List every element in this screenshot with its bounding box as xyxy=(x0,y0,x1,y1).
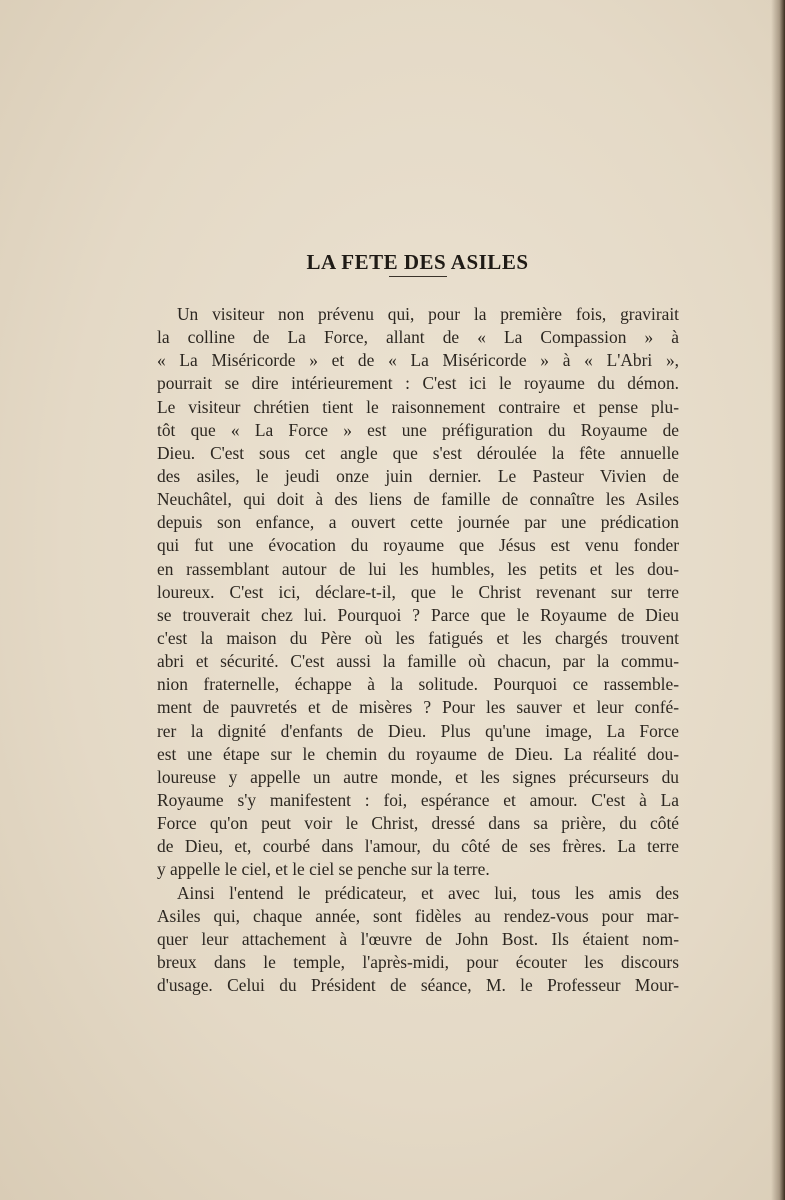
body-line: Neuchâtel, qui doit à des liens de famille de connaître les Asiles xyxy=(157,489,679,510)
body-line: loureux. C'est ici, déclare-t-il, que le Christ revenant sur terre xyxy=(157,581,679,602)
body-line: d'usage. Celui du Président de séance, M. le Professeur Mour- xyxy=(157,975,679,996)
body-line: qui fut une évocation du royaume que Jésus est venu fonder xyxy=(157,535,679,556)
page-edge xyxy=(771,0,785,1200)
body-line: c'est la maison du Père où les fatigués et les chargés trouvent xyxy=(157,627,679,648)
body-line: en rassemblant autour de lui les humbles, les petits et les dou- xyxy=(157,558,679,579)
body-line: la colline de La Force, allant de « La Compassion » à xyxy=(157,327,679,348)
body-line: loureuse y appelle un autre monde, et les signes précurseurs du xyxy=(157,766,679,787)
body-line: breux dans le temple, l'après-midi, pour écouter les discours xyxy=(157,951,679,972)
body-line: « La Miséricorde » et de « La Miséricorde » à « L'Abri », xyxy=(157,350,679,371)
body-line: depuis son enfance, a ouvert cette journée par une prédication xyxy=(157,512,679,533)
body-line: abri et sécurité. C'est aussi la famille où chacun, par la commu- xyxy=(157,651,679,672)
body-line: ment de pauvretés et de misères ? Pour les sauver et leur confé- xyxy=(157,697,679,718)
body-line: Force qu'on peut voir le Christ, dressé dans sa prière, du côté xyxy=(157,813,679,834)
body-line: quer leur attachement à l'œuvre de John Bost. Ils étaient nom- xyxy=(157,928,679,949)
body-line: nion fraternelle, échappe à la solitude. Pourquoi ce rassemble- xyxy=(157,674,679,695)
body-line: Asiles qui, chaque année, sont fidèles au rendez-vous pour mar- xyxy=(157,905,679,926)
body-line: Dieu. C'est sous cet angle que s'est déroulée la fête annuelle xyxy=(157,442,679,463)
body-line: pourrait se dire intérieurement : C'est ici le royaume du démon. xyxy=(157,373,679,394)
body-line: tôt que « La Force » est une préfiguration du Royaume de xyxy=(157,419,679,440)
article-body xyxy=(157,303,679,997)
article-title: LA FETE DES ASILES xyxy=(306,250,529,275)
body-line: est une étape sur le chemin du royaume de Dieu. La réalité dou- xyxy=(157,743,679,764)
body-line: de Dieu, et, courbé dans l'amour, du côté de ses frères. La terre xyxy=(157,836,679,857)
body-line: des asiles, le jeudi onze juin dernier. Le Pasteur Vivien de xyxy=(157,465,679,486)
body-line: rer la dignité d'enfants de Dieu. Plus qu'une image, La Force xyxy=(157,720,679,741)
body-line: se trouverait chez lui. Pourquoi ? Parce que le Royaume de Dieu xyxy=(157,604,679,625)
body-line: Ainsi l'entend le prédicateur, et avec lui, tous les amis des xyxy=(177,882,679,903)
body-line: Le visiteur chrétien tient le raisonnement contraire et pense plu- xyxy=(157,396,679,417)
body-line: y appelle le ciel, et le ciel se penche sur la terre. xyxy=(157,859,490,880)
body-line: Royaume s'y manifestent : foi, espérance et amour. C'est à La xyxy=(157,789,679,810)
body-line: Un visiteur non prévenu qui, pour la première fois, gravirait xyxy=(177,304,679,324)
title-rule xyxy=(389,276,447,277)
